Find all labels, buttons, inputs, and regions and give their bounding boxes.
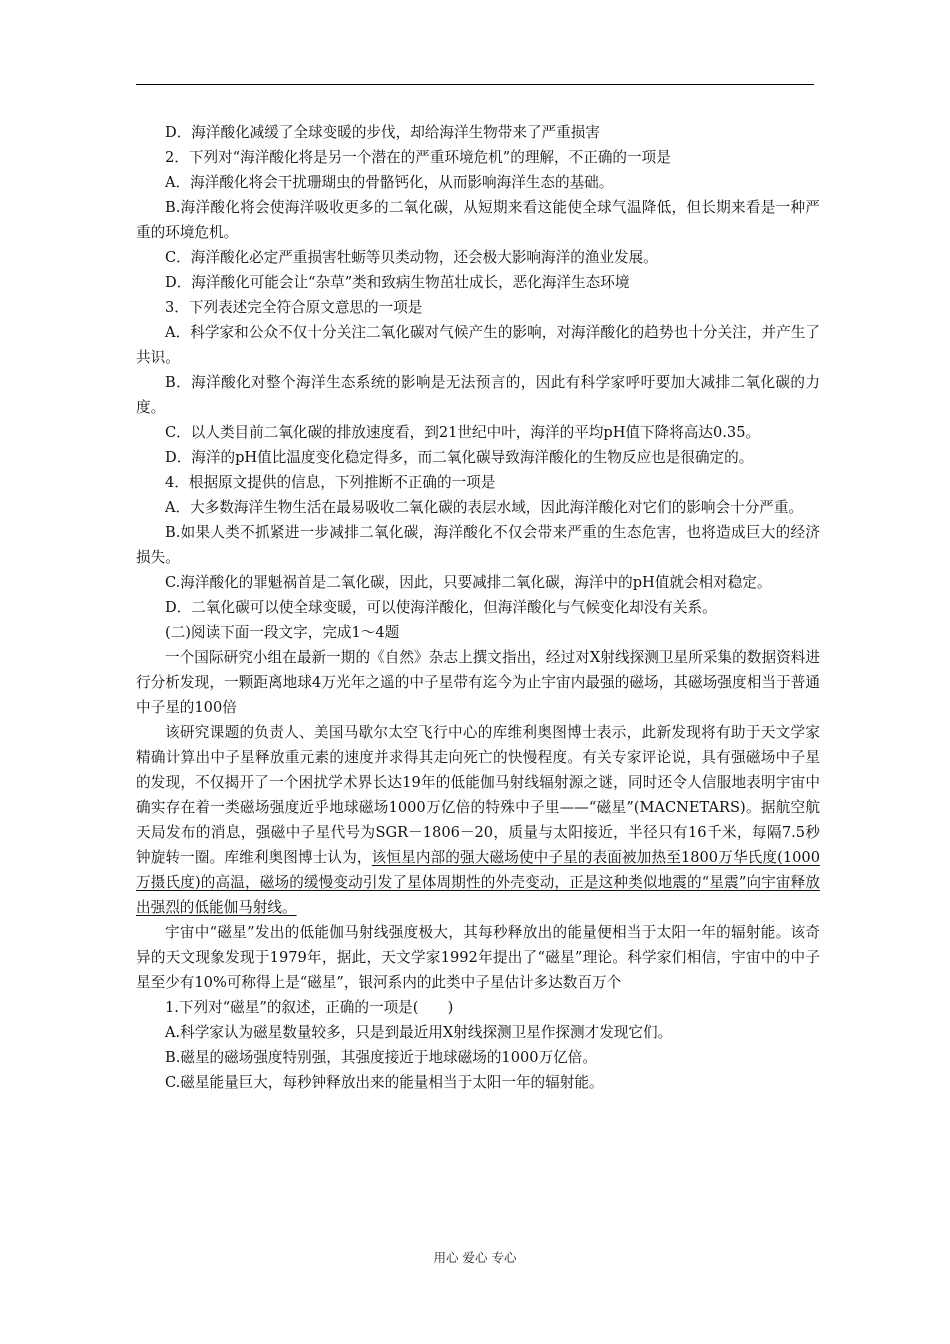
passage-paragraph-3: 宇宙中“磁星”发出的低能伽马射线强度极大，其每秒释放出的能量便相当于太阳一年的辐射能。该奇异的天文现象发现于1979年，据此，天文学家1992年提出了“磁星”理论。科学家们相信，宇宙中的中子星至少有10%可称得上是“磁星”，银河系内的此类中子星估计多达数百万个 <box>136 924 820 991</box>
option-2a: A．海洋酸化将会干扰珊瑚虫的骨骼钙化，从而影响海洋生态的基础。 <box>165 174 614 191</box>
question-1: 1.下列对“磁星”的叙述，正确的一项是( ) <box>165 999 454 1016</box>
underlined-passage: 该恒星内部的强大磁场使中子星的表面被加热至1800万华氏度(1000万摄氏度)的高温，磁场的缓慢变动引发了星体周期性的外壳变动，正是这种类似地震的“星震”向宇宙释放出强烈的低能伽马射线。 <box>136 849 820 916</box>
passage-paragraph-1: 一个国际研究小组在最新一期的《自然》杂志上撰文指出，经过对X射线探测卫星所采集的数据资料进行分析发现，一颗距离地球4万光年之遥的中子星带有迄今为止宇宙内最强的磁场，其磁场强度相当于普通中子星的100倍 <box>136 649 820 716</box>
question-3: 3．下列表述完全符合原文意思的一项是 <box>165 299 423 316</box>
option-4c: C.海洋酸化的罪魁祸首是二氧化碳，因此，只要减排二氧化碳，海洋中的pH值就会相对稳定。 <box>165 574 772 591</box>
page-footer: 用心 爱心 专心 <box>433 1250 517 1265</box>
document-body <box>136 120 820 1095</box>
option-1d: D．海洋酸化减缓了全球变暖的步伐，却给海洋生物带来了严重损害 <box>165 124 600 141</box>
option-4a: A．大多数海洋生物生活在最易吸收二氧化碳的表层水域，因此海洋酸化对它们的影响会十分严重。 <box>165 499 804 516</box>
header-rule <box>136 84 814 85</box>
section-heading: (二)阅读下面一段文字，完成1～4题 <box>165 624 400 641</box>
option-2c: C．海洋酸化必定严重损害牡蛎等贝类动物，还会极大影响海洋的渔业发展。 <box>165 249 658 266</box>
option-4d: D．二氧化碳可以使全球变暖，可以使海洋酸化，但海洋酸化与气候变化却没有关系。 <box>165 599 717 616</box>
option-3b: B．海洋酸化对整个海洋生态系统的影响是无法预言的，因此有科学家呼吁要加大减排二氧化碳的力度。 <box>136 374 820 416</box>
option-3d: D．海洋的pH值比温度变化稳定得多，而二氧化碳导致海洋酸化的生物反应也是很确定的。 <box>165 449 754 466</box>
option-1b: B.磁星的磁场强度特别强，其强度接近于地球磁场的1000万亿倍。 <box>165 1049 597 1066</box>
option-3a: A．科学家和公众不仅十分关注二氧化碳对气候产生的影响，对海洋酸化的趋势也十分关注，并产生了共识。 <box>136 324 820 366</box>
option-2b: B.海洋酸化将会使海洋吸收更多的二氧化碳，从短期来看这能使全球气温降低，但长期来看是一种严重的环境危机。 <box>136 199 820 241</box>
option-1a: A.科学家认为磁星数量较多，只是到最近用X射线探测卫星作探测才发现它们。 <box>165 1024 673 1041</box>
passage-text: 该研究课题的负责人、美国马歇尔太空飞行中心的库维利奥图博士表示，此新发现将有助于天文学家精确计算出中子星释放重元素的速度并求得其走向死亡的快慢程度。有关专家评论说，具有强磁场中子星的发现，不仅揭开了一个困扰学术界长达19年的低能伽马射线辐射源之谜，同时还令人信服地表明宇宙中确实存在着一类磁场强度近乎地球磁场1000万亿倍的特殊中子里——“磁星”(MACNETARS)。据航空航天局发布的消息，强磁中子星代号为SGR－1806－20，质量与太阳接近，半径只有16千米，每隔7.5秒钟旋转一圈。库维利奥图博士认为， <box>136 724 820 866</box>
option-4b: B.如果人类不抓紧进一步减排二氧化碳，海洋酸化不仅会带来严重的生态危害，也将造成巨大的经济损失。 <box>136 524 820 566</box>
option-2d: D．海洋酸化可能会让“杂草”类和致病生物茁壮成长，恶化海洋生态环境 <box>165 274 630 291</box>
option-3c: C．以人类目前二氧化碳的排放速度看，到21世纪中叶，海洋的平均pH值下降将高达0.35。 <box>165 424 761 441</box>
question-2: 2．下列对“海洋酸化将是另一个潜在的严重环境危机”的理解，不正确的一项是 <box>165 149 671 166</box>
option-1c: C.磁星能量巨大，每秒钟释放出来的能量相当于太阳一年的辐射能。 <box>165 1074 604 1091</box>
passage-paragraph-2 <box>136 720 820 920</box>
question-4: 4．根据原文提供的信息，下列推断不正确的一项是 <box>165 474 496 491</box>
